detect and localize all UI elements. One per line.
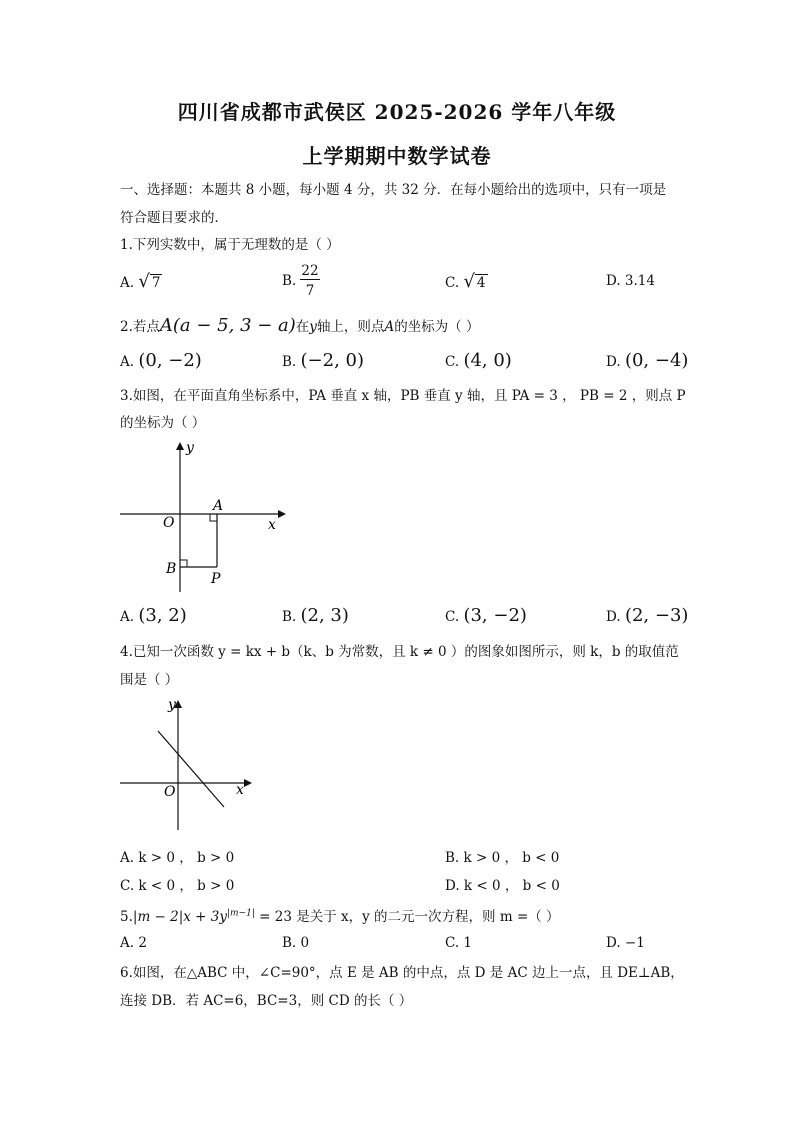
q2-option-c-value: (4, 0) xyxy=(463,350,512,371)
x-axis-label: x xyxy=(268,517,276,533)
q2-point-expr: A(a − 5, 3 − a) xyxy=(159,315,296,336)
q3-option-c-label: C. xyxy=(445,609,460,625)
q1-option-b-label: B. xyxy=(282,273,297,289)
sqrt-icon: √ xyxy=(138,271,150,292)
q4-option-d: D. k < 0 ， b < 0 xyxy=(445,878,560,894)
q1-option-a xyxy=(120,271,162,292)
point-a-label: A xyxy=(213,498,224,514)
q5-option-c: C. 1 xyxy=(445,935,473,951)
question-5 xyxy=(120,905,560,925)
q3-option-a-label: A. xyxy=(120,609,135,625)
q3-option-d-value: (2, −3) xyxy=(624,605,689,626)
question-6: 6.如图，在△ABC 中，∠C=90°，点 E 是 AB 的中点，点 D 是 AC 边上一点，且 DE⊥AB， xyxy=(120,965,684,981)
q2-end: 的坐标为（ ） xyxy=(394,319,480,335)
question-1: 1.下列实数中，属于无理数的是（ ） xyxy=(120,237,340,253)
q2-option-d xyxy=(606,350,688,371)
exam-title-line2: 上学期期中数学试卷 xyxy=(302,144,492,168)
q2-post: 轴上，则点 xyxy=(316,319,385,335)
y-axis-label: y xyxy=(186,440,194,456)
question-6-cont: 连接 DB．若 AC=6，BC=3，则 CD 的长（ ） xyxy=(120,993,413,1009)
q3-coordinate-figure xyxy=(116,436,286,596)
x-axis-arrow-icon xyxy=(278,510,286,518)
question-3: 3.如图，在平面直角坐标系中，PA 垂直 x 轴，PB 垂直 y 轴，且 PA = 3 ， PB = 2 ，则点 P xyxy=(120,388,686,404)
q1-option-a-radicand: 7 xyxy=(151,275,161,291)
section-header-cont: 符合题目要求的． xyxy=(120,210,228,226)
q2-option-b-value: (−2, 0) xyxy=(300,350,364,371)
origin-label: O xyxy=(164,784,176,800)
question-4: 4.已知一次函数 y = kx + b（k、b 为常数，且 k ≠ 0 ）的图象如图所示，则 k，b 的取值范 xyxy=(120,644,679,660)
q3-option-a xyxy=(120,605,187,626)
q3-option-c-value: (3, −2) xyxy=(463,605,527,626)
q2-pre: 2.若点 xyxy=(120,319,160,335)
right-angle-mark-b xyxy=(180,560,187,567)
q2-option-d-label: D. xyxy=(606,354,621,370)
q2-option-b-label: B. xyxy=(282,354,297,370)
question-2 xyxy=(120,315,479,336)
q4-option-b: B. k > 0 ， b < 0 xyxy=(445,850,560,866)
q2-var: y xyxy=(309,319,317,335)
q3-option-b-value: (2, 3) xyxy=(300,605,349,626)
q2-option-a xyxy=(120,350,202,371)
q3-option-b-label: B. xyxy=(282,609,297,625)
q1-option-a-label: A. xyxy=(120,275,135,291)
q2-point-name: A xyxy=(384,319,395,335)
q2-option-a-value: (0, −2) xyxy=(138,350,202,371)
x-axis-arrow-icon xyxy=(244,779,252,787)
q5-expr: |m − 2|x + 3y xyxy=(132,909,227,925)
point-p-label: P xyxy=(211,571,221,587)
q2-option-c-label: C. xyxy=(445,354,460,370)
q1-option-c-radicand: 4 xyxy=(476,275,486,291)
q4-option-c: C. k < 0 ， b > 0 xyxy=(120,878,235,894)
q1-option-d: D. 3.14 xyxy=(606,273,655,289)
q2-option-c xyxy=(445,350,512,371)
section-header: 一、选择题：本题共 8 小题，每小题 4 分，共 32 分．在每小题给出的选项中，只有一项是 xyxy=(120,182,667,198)
q3-option-d-label: D. xyxy=(606,609,621,625)
q4-option-a: A. k > 0 ， b > 0 xyxy=(120,850,235,866)
q2-option-d-value: (0, −4) xyxy=(624,350,689,371)
right-angle-mark-a xyxy=(210,514,217,521)
q2-option-b xyxy=(282,350,364,371)
q4-linear-function-figure xyxy=(116,694,256,834)
q5-option-a: A. 2 xyxy=(120,935,147,951)
q1-option-c-label: C. xyxy=(445,275,460,291)
q5-exponent: |m−1| xyxy=(227,908,255,919)
q5-option-b: B. 0 xyxy=(282,935,310,951)
question-3-cont: 的坐标为（ ） xyxy=(120,415,206,431)
question-4-cont: 围是（ ） xyxy=(120,672,179,688)
q3-option-b xyxy=(282,605,349,626)
sqrt-icon: √ xyxy=(463,271,475,292)
point-b-label: B xyxy=(166,561,177,577)
x-axis-label: x xyxy=(236,782,244,798)
y-axis-arrow-icon xyxy=(176,442,184,450)
q5-rest: = 23 是关于 x，y 的二元一次方程，则 m =（ ） xyxy=(254,909,560,925)
y-axis-label: y xyxy=(168,697,176,713)
q1-option-b-numerator: 22 xyxy=(301,263,319,279)
q5-option-d: D. −1 xyxy=(606,935,645,951)
q2-mid: 在 xyxy=(295,319,310,335)
q3-option-c xyxy=(445,605,527,626)
q3-option-a-value: (3, 2) xyxy=(138,605,187,626)
origin-label: O xyxy=(163,515,175,531)
q1-option-b-denominator: 7 xyxy=(305,283,315,299)
exam-title-line1: 四川省成都市武侯区 2025-2026 学年八年级 xyxy=(177,100,617,124)
q5-number: 5. xyxy=(120,909,133,925)
q1-option-c xyxy=(445,271,488,292)
q2-option-a-label: A. xyxy=(120,354,135,370)
q3-option-d xyxy=(606,605,688,626)
